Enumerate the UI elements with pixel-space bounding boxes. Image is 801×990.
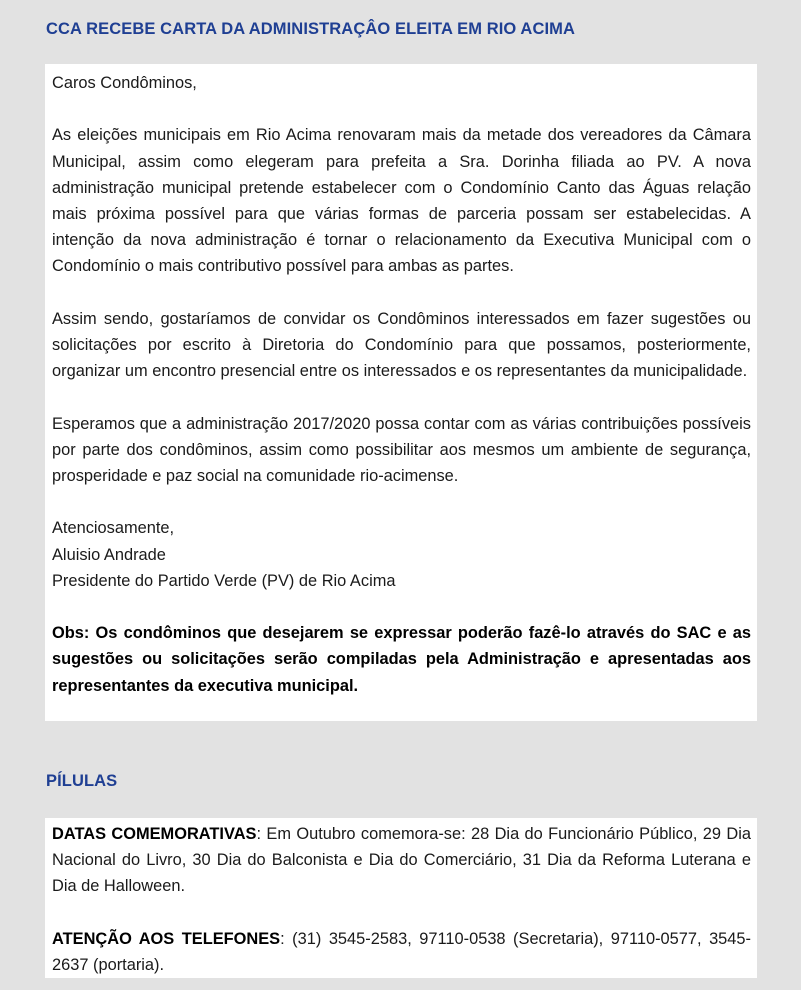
letter-note: Obs: Os condôminos que desejarem se expressar poderão fazê-lo através do SAC e as sugestões ou solicitações serão compiladas pela Administração e apresentadas aos representantes da executiva municipal.: [52, 624, 751, 695]
phones-text: : (31) 3545-2583, 97110-0538 (Secretaria), 97110-0577, 3545-2637 (portaria).: [52, 929, 751, 974]
pills-section-title: PÍLULAS: [46, 772, 118, 790]
letter-card: [45, 64, 757, 721]
letter-paragraph-2: Assim sendo, gostaríamos de convidar os Condôminos interessados em fazer sugestões ou solicitações por escrito à Diretoria do Condomínio para que possamos, posteriormente, organizar um encontro presencial entre os interessados e os representantes da municipalidade.: [52, 309, 751, 381]
phones-item: [52, 926, 751, 978]
letter-paragraph-1: As eleições municipais em Rio Acima renovaram mais da metade dos vereadores da Câmara Municipal, assim como elegeram para prefeita a Sra. Dorinha filiada ao PV. A nova administração municipal pretende estabelecer com o Condomínio Canto das Águas relação mais próxima possível para que várias formas de parceria possam ser estabelecidas. A intenção da nova administração é tornar o relacionamento da Executiva Municipal com o Condomínio o mais contributivo possível para ambas as partes.: [52, 126, 751, 276]
dates-label: DATAS COMEMORATIVAS: [52, 825, 257, 843]
pills-card: [45, 818, 757, 978]
signer-name: Aluisio Andrade: [52, 545, 166, 564]
dates-item: [52, 821, 751, 900]
letter-greeting: Caros Condôminos,: [52, 74, 197, 92]
letter-paragraph-3: Esperamos que a administração 2017/2020 possa contar com as várias contribuições possíveis por parte dos condôminos, assim como possibilitar aos mesmos um ambiente de segurança, prosperidade e paz social na comunidade rio-acimense.: [52, 414, 751, 485]
phones-label: ATENÇÃO AOS TELEFONES: [52, 929, 281, 948]
letter-closing: Atenciosamente,: [52, 519, 175, 538]
letter-section-title: CCA RECEBE CARTA DA ADMINISTRAÇÂO ELEITA EM RIO ACIMA: [46, 20, 576, 38]
letter-signature: [52, 515, 751, 594]
signer-title: Presidente do Partido Verde (PV) de Rio Acima: [52, 571, 396, 590]
dates-text: : Em Outubro comemora-se: 28 Dia do Funcionário Público, 29 Dia Nacional do Livro, 30 Dia do Balconista e Dia do Comerciário, 31 Dia da Reforma Luterana e Dia de Halloween.: [52, 825, 751, 896]
